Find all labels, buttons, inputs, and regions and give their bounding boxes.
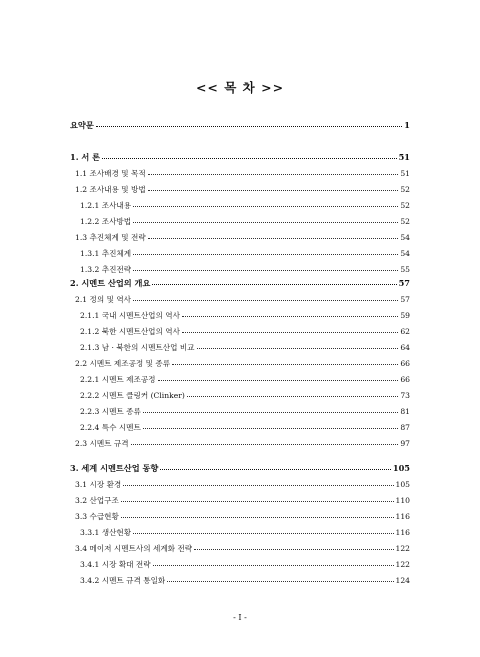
toc-entry xyxy=(70,559,410,570)
toc-entry xyxy=(70,168,410,179)
toc-entry-page: 122 xyxy=(395,544,410,553)
dot-leader xyxy=(167,574,393,582)
dot-leader xyxy=(152,277,396,285)
toc-entry xyxy=(70,511,410,522)
toc-entry xyxy=(70,152,410,162)
toc-entry-page: 54 xyxy=(400,233,410,242)
toc-entry-label: 1.3.1 추진체계 xyxy=(80,249,132,258)
toc-entry-label: 3.4.1 시장 확대 전략 xyxy=(80,560,151,569)
toc-entry-label: 3.4.2 시멘트 규격 통일화 xyxy=(80,576,166,585)
toc-entry xyxy=(70,120,410,130)
toc-entry-page: 105 xyxy=(395,480,410,489)
toc-entry-page: 110 xyxy=(395,496,410,505)
toc-entry xyxy=(70,216,410,227)
toc-entry xyxy=(70,264,410,275)
toc-entry xyxy=(70,358,410,369)
dot-leader xyxy=(182,309,398,317)
toc-entry-label: 3.4 메이저 시멘트사의 세계화 전략 xyxy=(75,544,193,553)
toc-entry xyxy=(70,495,410,506)
toc-entry xyxy=(70,374,410,385)
toc-entry xyxy=(70,184,410,195)
page-number: - I - xyxy=(233,613,247,622)
dot-leader xyxy=(187,389,399,397)
toc-entry-page: 73 xyxy=(400,391,410,400)
toc-entry-label: 2.2.2 시멘트 클링커 (Clinker) xyxy=(80,391,185,400)
toc-entry xyxy=(70,278,410,288)
toc-entry-page: 124 xyxy=(395,576,410,585)
dot-leader xyxy=(131,437,399,445)
toc-entry-label: 3.3 수급현황 xyxy=(75,512,119,521)
toc-entry xyxy=(70,232,410,243)
dot-leader xyxy=(148,183,399,191)
dot-leader xyxy=(133,247,398,255)
toc-entry-page: 57 xyxy=(398,278,410,288)
toc-entry-page: 59 xyxy=(400,311,410,320)
toc-entry-page: 64 xyxy=(400,343,410,352)
toc-entry-page: 116 xyxy=(395,512,410,521)
dot-leader xyxy=(197,341,399,349)
dot-leader xyxy=(143,421,399,429)
dot-leader xyxy=(133,263,398,271)
toc-entry xyxy=(70,342,410,353)
dot-leader xyxy=(102,151,397,159)
toc-entry-page: 105 xyxy=(392,463,410,473)
dot-leader xyxy=(123,478,393,486)
toc-entry-label: 3.1 시장 환경 xyxy=(75,480,122,489)
toc-entry-label: 2.2.1 시멘트 제조공정 xyxy=(80,375,156,384)
toc-entry-label: 요약문 xyxy=(70,120,94,130)
toc-entry-page: 54 xyxy=(400,249,410,258)
toc-entry-page: 52 xyxy=(400,201,410,210)
toc-entry-label: 1.2.1 조사내용 xyxy=(80,201,132,210)
toc-entry-page: 51 xyxy=(400,169,410,178)
dot-leader xyxy=(153,558,394,566)
toc-entry-label: 3.2 산업구조 xyxy=(75,496,119,505)
toc-entry xyxy=(70,422,410,433)
toc-entry xyxy=(70,200,410,211)
dot-leader xyxy=(160,462,391,470)
dot-leader xyxy=(194,542,393,550)
toc-entry xyxy=(70,390,410,401)
dot-leader xyxy=(96,119,403,127)
toc-entry-page: 57 xyxy=(400,295,410,304)
dot-leader xyxy=(133,199,398,207)
toc-entry-page: 55 xyxy=(400,265,410,274)
toc-entry-page: 66 xyxy=(400,375,410,384)
toc-entry-page: 81 xyxy=(400,407,410,416)
toc-entry-page: 116 xyxy=(395,528,410,537)
toc-entry-label: 3. 세계 시멘트산업 동향 xyxy=(70,463,159,473)
toc-entry-label: 2.1 정의 및 역사 xyxy=(75,295,131,304)
dot-leader xyxy=(121,494,394,502)
toc-title: << 목 차 >> xyxy=(195,80,285,95)
toc-entry-page: 52 xyxy=(400,185,410,194)
toc-entry-label: 1.2 조사내용 및 방법 xyxy=(75,185,146,194)
toc-entry-page: 51 xyxy=(398,152,410,162)
toc-entry-label: 3.3.1 생산현황 xyxy=(80,528,132,537)
dot-leader xyxy=(172,357,398,365)
dot-leader xyxy=(133,526,393,534)
toc-entry xyxy=(70,479,410,490)
toc-entry-page: 87 xyxy=(400,423,410,432)
toc-entry-label: 2.2.4 특수 시멘트 xyxy=(80,423,141,432)
toc-entry-page: 52 xyxy=(400,217,410,226)
toc-entry-page: 97 xyxy=(400,439,410,448)
toc-entry xyxy=(70,527,410,538)
toc-entry xyxy=(70,406,410,417)
toc-entry-label: 2.1.3 남 · 북한의 시멘트산업 비교 xyxy=(80,343,195,352)
toc-entry-label: 2.1.2 북한 시멘트산업의 역사 xyxy=(80,327,180,336)
dot-leader xyxy=(143,405,399,413)
toc-entry-label: 2.3 시멘트 규격 xyxy=(75,439,129,448)
toc-entry-label: 1.3 추진체계 및 전략 xyxy=(75,233,146,242)
toc-entry-page: 62 xyxy=(400,327,410,336)
dot-leader xyxy=(133,215,398,223)
toc-entry-label: 2.2 시멘트 제조공정 및 종류 xyxy=(75,359,171,368)
toc-entry-label: 1.2.2 조사방법 xyxy=(80,217,132,226)
toc-entry xyxy=(70,575,410,586)
toc-entry-label: 1. 서 론 xyxy=(70,152,101,162)
dot-leader xyxy=(148,231,399,239)
toc-entry xyxy=(70,294,410,305)
dot-leader xyxy=(148,167,399,175)
toc-entry xyxy=(70,463,410,473)
toc-entry xyxy=(70,248,410,259)
dot-leader xyxy=(133,293,398,301)
toc-entry xyxy=(70,438,410,449)
toc-entry-label: 2. 시멘트 산업의 개요 xyxy=(70,278,151,288)
toc-entry xyxy=(70,326,410,337)
dot-leader xyxy=(121,510,394,518)
toc-entry xyxy=(70,310,410,321)
toc-entry-label: 1.1 조사배경 및 목적 xyxy=(75,169,146,178)
toc-entry-page: 1 xyxy=(404,120,410,130)
dot-leader xyxy=(158,373,399,381)
toc-entry-page: 122 xyxy=(395,560,410,569)
dot-leader xyxy=(182,325,398,333)
toc-entry-label: 2.1.1 국내 시멘트산업의 역사 xyxy=(80,311,180,320)
toc-entry-label: 2.2.3 시멘트 종류 xyxy=(80,407,141,416)
toc-entry-label: 1.3.2 추진전략 xyxy=(80,265,132,274)
toc-entry xyxy=(70,543,410,554)
toc-entry-page: 66 xyxy=(400,359,410,368)
